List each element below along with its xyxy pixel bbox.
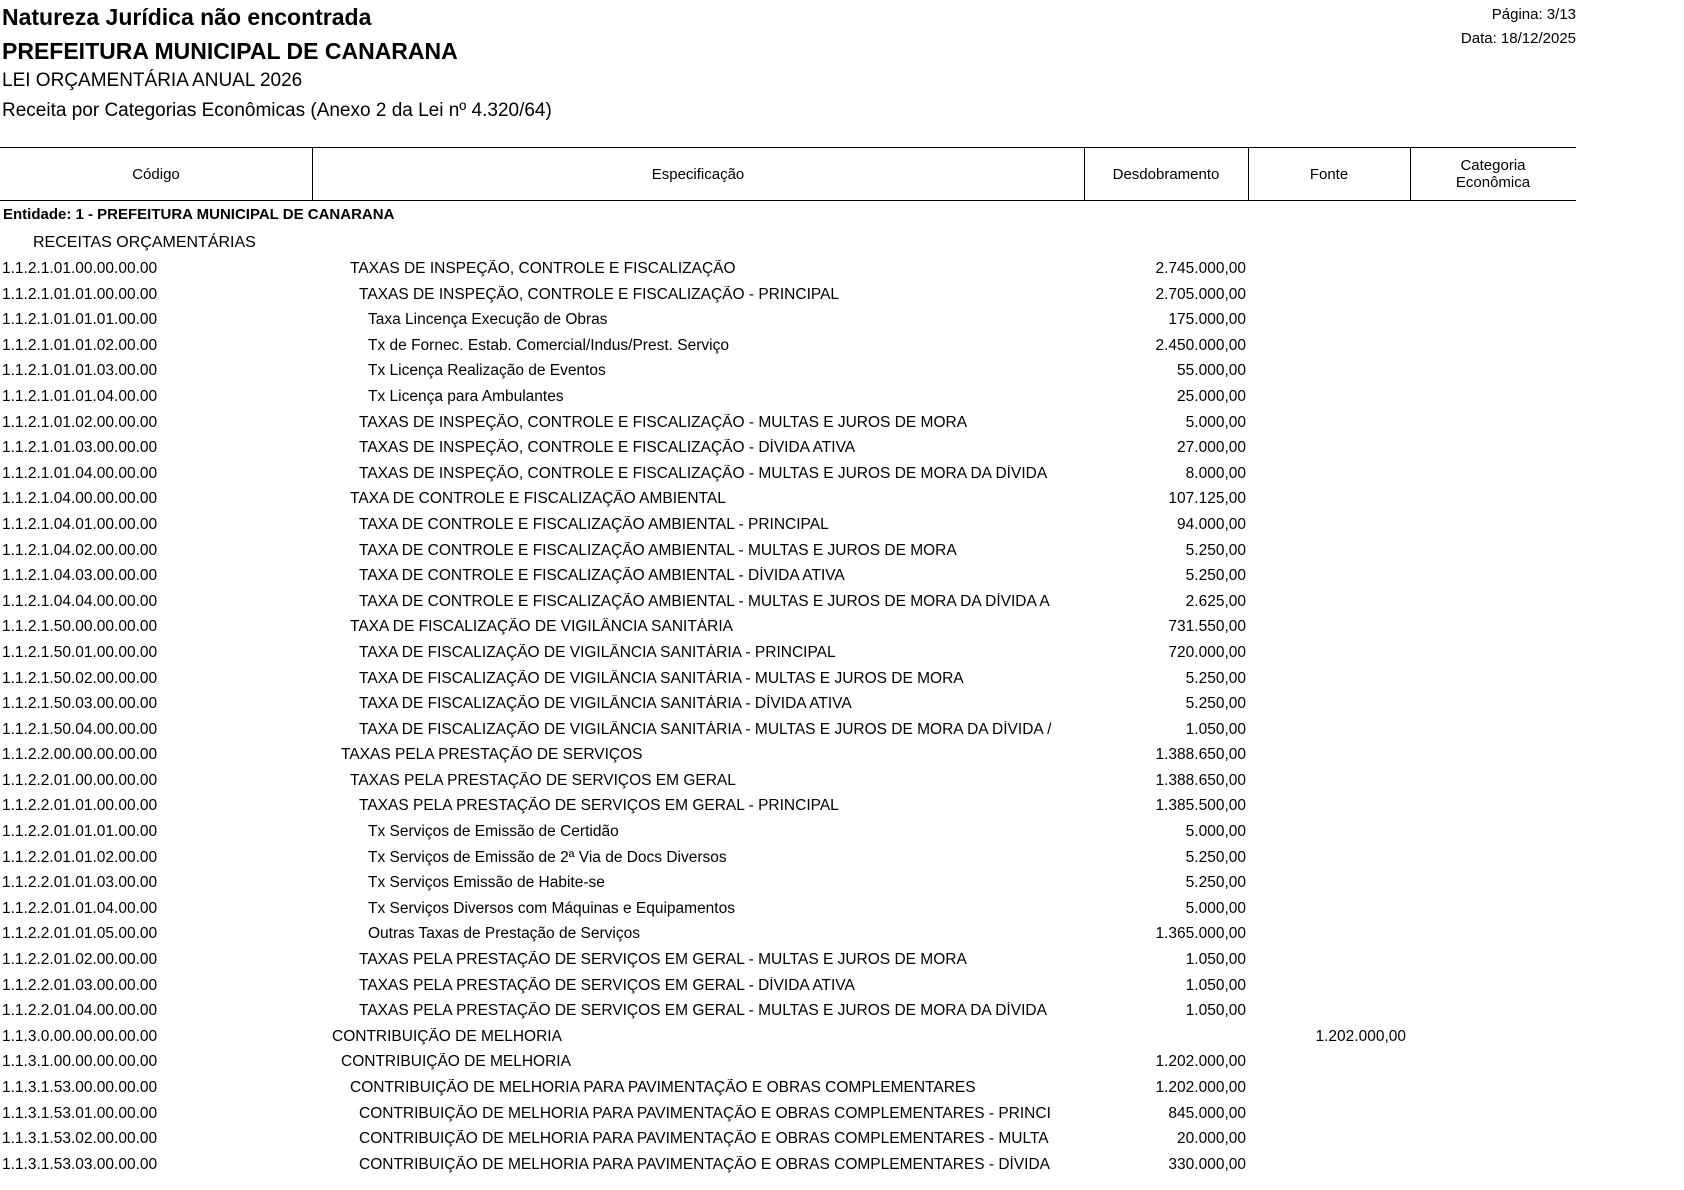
table-row [0, 974, 1684, 1000]
table-row [0, 1102, 1684, 1128]
column-header-row [0, 147, 1576, 201]
col-desdobramento: Desdobramento [1112, 165, 1220, 183]
table-row [0, 1076, 1684, 1102]
table-row [0, 513, 1684, 539]
row-specification: TAXAS PELA PRESTAÇÃO DE SERVIÇOS EM GERAL - MULTAS E JUROS DE MORA [359, 951, 967, 969]
table-row [0, 487, 1684, 513]
row-desdobramento: 1.202.000,00 [1155, 1079, 1246, 1096]
row-desdobramento: 175.000,00 [1168, 311, 1246, 329]
row-code: 1.1.2.2.01.01.05.00.00 [2, 925, 158, 943]
col-especificacao: Especificação [651, 165, 745, 183]
row-desdobramento: 1.388.650,00 [1155, 771, 1246, 789]
row-specification: Tx de Fornec. Estab. Comercial/Indus/Prest. Serviço [368, 336, 729, 354]
report-date: Data: 18/12/2025 [1460, 30, 1576, 47]
row-specification: TAXA DE FISCALIZAÇÃO DE VIGILÂNCIA SANITÁRIA [350, 618, 734, 636]
row-specification: Tx Serviços Diversos com Máquinas e Equipamentos [368, 899, 735, 917]
col-codigo: Código [132, 165, 180, 183]
row-specification: TAXAS PELA PRESTAÇÃO DE SERVIÇOS [341, 746, 643, 764]
row-specification: TAXAS DE INSPEÇÃO, CONTROLE E FISCALIZAÇÃO - DÍVIDA ATIVA [359, 439, 856, 457]
table-row [0, 308, 1684, 334]
row-code: 1.1.2.2.01.01.04.00.00 [2, 899, 158, 917]
row-code: 1.1.2.1.01.01.04.00.00 [2, 387, 158, 405]
row-code: 1.1.2.2.01.00.00.00.00 [2, 771, 158, 789]
table-row [0, 1025, 1684, 1051]
row-specification: TAXA DE CONTROLE E FISCALIZAÇÃO AMBIENTAL - PRINCIPAL [359, 515, 829, 533]
row-desdobramento: 5.250,00 [1185, 541, 1246, 559]
row-desdobramento: 1.050,00 [1185, 976, 1246, 994]
report-title: Natureza Jurídica não encontrada [2, 4, 372, 30]
row-desdobramento: 8.000,00 [1185, 464, 1246, 482]
row-specification: TAXAS DE INSPEÇÃO, CONTROLE E FISCALIZAÇÃO - PRINCIPAL [359, 285, 840, 303]
row-desdobramento: 2.705.000,00 [1155, 285, 1246, 303]
table-row [0, 999, 1684, 1025]
row-specification: Outras Taxas de Prestação de Serviços [368, 925, 640, 943]
row-code: 1.1.2.1.01.01.03.00.00 [2, 362, 158, 380]
page-number: Página: 3/13 [1491, 6, 1576, 23]
row-desdobramento: 107.125,00 [1168, 490, 1246, 508]
row-code: 1.1.2.1.01.03.00.00.00 [2, 439, 158, 457]
table-row [0, 283, 1684, 309]
entity-label: Entidade: 1 - PREFEITURA MUNICIPAL DE CANARANA [3, 206, 395, 223]
table-row [0, 794, 1684, 820]
row-code: 1.1.3.1.00.00.00.00.00 [2, 1053, 158, 1071]
table-row [0, 1127, 1684, 1153]
table-row [0, 846, 1684, 872]
municipality-title: PREFEITURA MUNICIPAL DE CANARANA [2, 38, 458, 64]
row-desdobramento: 5.250,00 [1185, 695, 1246, 713]
table-row [0, 615, 1684, 641]
table-row [0, 922, 1684, 948]
table-row [0, 359, 1684, 385]
row-desdobramento: 5.250,00 [1185, 567, 1246, 585]
row-code: 1.1.2.2.00.00.00.00.00 [2, 746, 158, 764]
law-title: LEI ORÇAMENTÁRIA ANUAL 2026 [2, 70, 303, 91]
row-desdobramento: 1.202.000,00 [1155, 1053, 1246, 1071]
row-specification: TAXAS DE INSPEÇÃO, CONTROLE E FISCALIZAÇÃO - MULTAS E JUROS DE MORA DA DÍVIDA [359, 464, 1048, 482]
row-desdobramento: 5.000,00 [1185, 823, 1246, 841]
row-desdobramento: 5.250,00 [1185, 669, 1246, 687]
row-code: 1.1.2.2.01.04.00.00.00 [2, 1002, 158, 1020]
row-code: 1.1.3.0.00.00.00.00.00 [2, 1027, 158, 1045]
table-row [0, 897, 1684, 923]
table-row [0, 718, 1684, 744]
table-row [0, 641, 1684, 667]
row-specification: TAXA DE CONTROLE E FISCALIZAÇÃO AMBIENTAL - MULTAS E JUROS DE MORA DA DÍVIDA A [359, 592, 1050, 610]
row-code: 1.1.2.1.50.01.00.00.00 [2, 643, 158, 661]
table-row [0, 539, 1684, 565]
row-code: 1.1.3.1.53.02.00.00.00 [2, 1130, 158, 1148]
row-code: 1.1.2.1.04.00.00.00.00 [2, 490, 158, 508]
row-code: 1.1.2.2.01.01.02.00.00 [2, 848, 158, 866]
col-fonte: Fonte [1309, 165, 1349, 183]
row-desdobramento: 2.625,00 [1185, 592, 1246, 610]
row-code: 1.1.2.1.04.02.00.00.00 [2, 541, 158, 559]
row-specification: Tx Licença para Ambulantes [368, 387, 564, 405]
row-code: 1.1.2.2.01.01.03.00.00 [2, 874, 158, 892]
row-desdobramento: 330.000,00 [1168, 1155, 1246, 1173]
row-code: 1.1.2.1.50.04.00.00.00 [2, 720, 158, 738]
row-code: 1.1.2.1.50.00.00.00.00 [2, 618, 158, 636]
row-desdobramento: 1.385.500,00 [1155, 797, 1246, 815]
row-specification: Tx Serviços de Emissão de 2ª Via de Docs Diversos [368, 848, 727, 866]
row-specification: CONTRIBUIÇÃO DE MELHORIA PARA PAVIMENTAÇÃO E OBRAS COMPLEMENTARES - DÍVIDA [359, 1155, 1051, 1173]
row-specification: TAXAS PELA PRESTAÇÃO DE SERVIÇOS EM GERAL - MULTAS E JUROS DE MORA DA DÍVIDA [359, 1002, 1047, 1020]
row-desdobramento: 1.050,00 [1185, 951, 1246, 969]
row-desdobramento: 845.000,00 [1168, 1104, 1246, 1122]
row-desdobramento: 720.000,00 [1168, 643, 1246, 661]
table-row [0, 820, 1684, 846]
table-row [0, 462, 1684, 488]
row-specification: TAXA DE FISCALIZAÇÃO DE VIGILÂNCIA SANITÁRIA - MULTAS E JUROS DE MORA [359, 669, 964, 687]
table-row [0, 385, 1684, 411]
table-row [0, 334, 1684, 360]
row-desdobramento: 731.550,00 [1168, 618, 1246, 636]
row-code: 1.1.2.1.04.03.00.00.00 [2, 567, 158, 585]
table-row [0, 692, 1684, 718]
table-row [0, 257, 1684, 283]
row-code: 1.1.3.1.53.00.00.00.00 [2, 1079, 158, 1096]
row-specification: TAXAS PELA PRESTAÇÃO DE SERVIÇOS EM GERAL [350, 771, 736, 789]
row-code: 1.1.2.2.01.02.00.00.00 [2, 951, 158, 969]
row-desdobramento: 2.450.000,00 [1155, 336, 1246, 354]
row-specification: CONTRIBUIÇÃO DE MELHORIA [332, 1027, 562, 1045]
row-desdobramento: 27.000,00 [1177, 439, 1246, 457]
row-code: 1.1.2.1.01.04.00.00.00 [2, 464, 158, 482]
table-row [0, 590, 1684, 616]
table-row [0, 871, 1684, 897]
row-desdobramento: 5.000,00 [1185, 413, 1246, 431]
row-code: 1.1.2.2.01.03.00.00.00 [2, 976, 158, 994]
row-specification: CONTRIBUIÇÃO DE MELHORIA PARA PAVIMENTAÇÃO E OBRAS COMPLEMENTARES - PRINCI [359, 1104, 1051, 1122]
row-specification: CONTRIBUIÇÃO DE MELHORIA PARA PAVIMENTAÇÃO E OBRAS COMPLEMENTARES [350, 1079, 976, 1096]
row-specification: TAXA DE FISCALIZAÇÃO DE VIGILÂNCIA SANITÁRIA - MULTAS E JUROS DE MORA DA DÍVIDA / [359, 720, 1052, 738]
row-specification: TAXAS DE INSPEÇÃO, CONTROLE E FISCALIZAÇÃO - MULTAS E JUROS DE MORA [359, 413, 968, 431]
row-desdobramento: 55.000,00 [1177, 362, 1246, 380]
row-desdobramento: 5.250,00 [1185, 848, 1246, 866]
table-row [0, 1050, 1684, 1076]
row-desdobramento: 94.000,00 [1177, 515, 1246, 533]
col-categoria: Categoria Econômica [1455, 157, 1531, 191]
row-specification: TAXA DE CONTROLE E FISCALIZAÇÃO AMBIENTAL - MULTAS E JUROS DE MORA [359, 541, 957, 559]
table-row [0, 948, 1684, 974]
row-code: 1.1.2.1.01.02.00.00.00 [2, 413, 158, 431]
row-code: 1.1.3.1.53.03.00.00.00 [2, 1155, 158, 1173]
row-specification: TAXAS DE INSPEÇÃO, CONTROLE E FISCALIZAÇÃO [350, 260, 736, 277]
row-fonte: 1.202.000,00 [1315, 1027, 1406, 1045]
row-specification: Tx Licença Realização de Eventos [368, 362, 606, 380]
row-specification: TAXA DE CONTROLE E FISCALIZAÇÃO AMBIENTAL - DÍVIDA ATIVA [359, 567, 845, 585]
table-row [0, 743, 1684, 769]
table-row [0, 1153, 1684, 1179]
row-code: 1.1.2.1.50.02.00.00.00 [2, 669, 158, 687]
report-subtitle: Receita por Categorias Econômicas (Anexo 2 da Lei nº 4.320/64) [2, 100, 552, 121]
row-specification: TAXA DE FISCALIZAÇÃO DE VIGILÂNCIA SANITÁRIA - PRINCIPAL [359, 643, 836, 661]
row-code: 1.1.2.1.04.01.00.00.00 [2, 515, 158, 533]
row-specification: CONTRIBUIÇÃO DE MELHORIA PARA PAVIMENTAÇÃO E OBRAS COMPLEMENTARES - MULTA [359, 1130, 1049, 1148]
row-code: 1.1.3.1.53.01.00.00.00 [2, 1104, 158, 1122]
row-specification: TAXA DE CONTROLE E FISCALIZAÇÃO AMBIENTAL [350, 490, 726, 508]
table-row [0, 436, 1684, 462]
row-specification: CONTRIBUIÇÃO DE MELHORIA [341, 1053, 571, 1071]
row-specification: Taxa Lincença Execução de Obras [368, 311, 608, 329]
table-row [0, 411, 1684, 437]
row-code: 1.1.2.1.04.04.00.00.00 [2, 592, 158, 610]
row-specification: TAXAS PELA PRESTAÇÃO DE SERVIÇOS EM GERAL - DÍVIDA ATIVA [359, 976, 855, 994]
section-label: RECEITAS ORÇAMENTÁRIAS [33, 234, 256, 251]
row-desdobramento: 1.050,00 [1185, 1002, 1246, 1020]
table-row [0, 564, 1684, 590]
row-specification: TAXAS PELA PRESTAÇÃO DE SERVIÇOS EM GERAL - PRINCIPAL [359, 797, 839, 815]
table-row [0, 769, 1684, 795]
row-desdobramento: 5.250,00 [1185, 874, 1246, 892]
row-code: 1.1.2.1.01.01.00.00.00 [2, 285, 158, 303]
row-desdobramento: 2.745.000,00 [1155, 260, 1246, 277]
revenue-table-body [0, 257, 1684, 1178]
row-desdobramento: 1.050,00 [1185, 720, 1246, 738]
row-desdobramento: 1.365.000,00 [1155, 925, 1246, 943]
row-desdobramento: 20.000,00 [1177, 1130, 1246, 1148]
row-code: 1.1.2.2.01.01.00.00.00 [2, 797, 158, 815]
row-specification: Tx Serviços de Emissão de Certidão [368, 823, 619, 841]
row-code: 1.1.2.1.01.01.01.00.00 [2, 311, 158, 329]
row-code: 1.1.2.1.01.00.00.00.00 [2, 260, 158, 277]
row-specification: TAXA DE FISCALIZAÇÃO DE VIGILÂNCIA SANITÁRIA - DÍVIDA ATIVA [359, 695, 852, 713]
row-desdobramento: 25.000,00 [1177, 387, 1246, 405]
row-code: 1.1.2.2.01.01.01.00.00 [2, 823, 158, 841]
row-specification: Tx Serviços Emissão de Habite-se [368, 874, 605, 892]
table-row [0, 667, 1684, 693]
row-code: 1.1.2.1.50.03.00.00.00 [2, 695, 158, 713]
row-desdobramento: 1.388.650,00 [1155, 746, 1246, 764]
row-desdobramento: 5.000,00 [1185, 899, 1246, 917]
row-code: 1.1.2.1.01.01.02.00.00 [2, 336, 158, 354]
